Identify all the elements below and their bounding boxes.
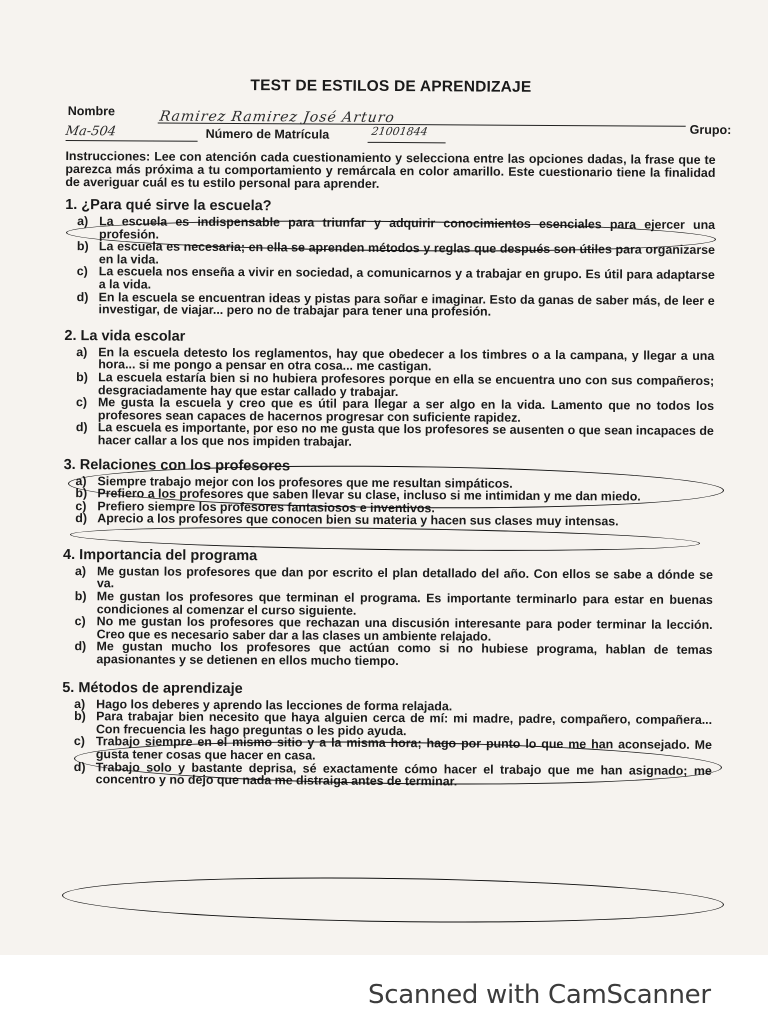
option-text: Me gusta la escuela y creo que es útil para llegar a ser algo en la vida. Lamento que no todos los profesores sean capaces de hacernos progresar con suficiente rapidez. bbox=[97, 395, 715, 425]
question-section bbox=[63, 456, 713, 528]
instructions-label: Instrucciones: bbox=[65, 148, 151, 164]
answer-option bbox=[62, 640, 712, 669]
option-text: Me gustan mucho los profesores que actúan como si no hubiese programa, hablan de temas apasionantes y se detienen en ellos mucho tiempo. bbox=[96, 639, 713, 669]
option-text: En la escuela se encuentran ideas y pistas para soñar e imaginar. Esto da ganas de saber más, de leer e investigar, de viajar... pero no de trabajar para tener una profesión. bbox=[98, 289, 715, 319]
instructions bbox=[65, 150, 715, 193]
section-title: 1. ¿Para qué sirve la escuela? bbox=[65, 196, 272, 215]
option-letter: b) bbox=[75, 486, 88, 501]
matricula-label: Número de Matrícula bbox=[205, 126, 330, 142]
option-text: La escuela estaría bien si no hubiera profesores porque en ella se encuentra uno con sus compañeros; desgraciadamente hay que estar callado y trabajar. bbox=[98, 370, 715, 399]
option-text: Trabajo solo y bastante deprisa, sé exactamente cómo hacer el trabajo que me han asignado; me concentro y no dejo que nada me distraiga antes de terminar. bbox=[95, 759, 712, 789]
option-letter: d) bbox=[75, 511, 88, 526]
test-document bbox=[62, 76, 732, 790]
question-section bbox=[62, 680, 713, 790]
option-text: Me gustan los profesores que dan por escrito el plan detallado del año. Con ellos se sabe a dónde se va. bbox=[96, 564, 714, 591]
option-letter: d) bbox=[73, 759, 86, 774]
option-text: Siempre trabajo mejor con los profesores que me resultan simpáticos. bbox=[97, 473, 513, 491]
option-text: La escuela es necesaria; en ella se aprenden métodos y reglas que después son útiles para organizarse en la vida. bbox=[98, 239, 715, 267]
nombre-label: Nombre bbox=[67, 104, 116, 119]
option-letter: d) bbox=[75, 420, 88, 435]
option-letter: c) bbox=[74, 614, 86, 629]
option-text: La escuela nos enseña a vivir en sociedad, a comunicarnos y a trabajar en grupo. Es útil para adaptarse a la vida. bbox=[98, 264, 715, 292]
question-sections bbox=[62, 197, 716, 790]
nombre-handwritten: Ramirez Ramirez José Arturo bbox=[158, 108, 396, 127]
option-text: En la escuela detesto los reglamentos, hay que obedecer a los timbres o a la campana, y llegar a una hora... si me pongo a pensar en otra cosa... me castigan. bbox=[98, 344, 715, 374]
instructions-text: Lee con atención cada cuestionamiento y selecciona entre las opciones dadas, la frase que te parezca más próxima a tu comportamiento y remárcala en color amarillo. Este cuestionario tiene la finalidad de averiguar cuál es tu estilo personal para aprender. bbox=[65, 149, 716, 191]
option-letter: b) bbox=[74, 589, 87, 604]
option-letter: c) bbox=[73, 734, 86, 749]
option-text: Hago los deberes y aprendo las lecciones de forma relajada. bbox=[96, 696, 453, 713]
matricula-handwritten: 21001844 bbox=[370, 124, 429, 139]
answer-option bbox=[63, 512, 713, 529]
option-text: Prefiero a los profesores que saben llevar su clase, incluso si me intimidan y me dan miedo. bbox=[97, 486, 641, 504]
option-text: Trabajo siempre en el mismo sitio y a la misma hora; hago por punto lo que me han aconsejado. Me gusta tener cosas que hacer en casa. bbox=[95, 734, 712, 763]
question-section bbox=[64, 328, 715, 451]
option-text: Prefiero siempre los profesores fantasiosos e inventivos. bbox=[97, 498, 435, 515]
section-title: 3. Relaciones con los profesores bbox=[63, 456, 291, 474]
grupo-label: Grupo: bbox=[689, 122, 732, 138]
section-title: 2. La vida escolar bbox=[64, 327, 186, 345]
camscanner-watermark: Scanned with CamScanner bbox=[368, 980, 711, 1010]
option-letter: a) bbox=[75, 473, 87, 488]
option-text: La escuela es importante, por eso no me gusta que los profesores se ausenten o que sean incapaces de hacer callar a los que nos impiden trabajar. bbox=[97, 420, 714, 449]
answer-option bbox=[65, 291, 715, 320]
option-text: No me gustan los profesores que rechazan una discusión interesante para poder terminar la lección. Creo que es necesario saber dar a las clases un ambiente relajado. bbox=[96, 614, 713, 644]
option-letter: a) bbox=[74, 563, 87, 579]
question-section bbox=[62, 547, 713, 670]
option-letter: c) bbox=[76, 264, 88, 279]
option-letter: c) bbox=[75, 498, 87, 513]
section-title: 4. Importancia del programa bbox=[63, 546, 258, 565]
option-letter: a) bbox=[76, 344, 88, 359]
option-text: Me gustan los profesores que terminan el programa. Es importante terminarlo para estar en buenas condiciones al comenzar el curso siguiente. bbox=[96, 589, 713, 618]
answer-option bbox=[64, 421, 714, 450]
matricula-line bbox=[368, 142, 446, 143]
option-text: Aprecio a los profesores que conocen bien su materia y hacen sus clases muy intensas. bbox=[97, 511, 619, 529]
option-letter: a) bbox=[77, 214, 89, 229]
option-letter: b) bbox=[76, 370, 88, 385]
option-letter: d) bbox=[76, 289, 89, 304]
option-letter: d) bbox=[74, 639, 87, 654]
page-title: TEST DE ESTILOS DE APRENDIZAJE bbox=[250, 77, 532, 96]
question-section bbox=[65, 197, 716, 320]
answer-circle-5d bbox=[62, 873, 725, 926]
option-text: La escuela es indispensable para triunfar y adquirir conocimientos esenciales para ejercer una profesión. bbox=[98, 214, 716, 242]
option-letter: a) bbox=[74, 696, 86, 711]
option-letter: b) bbox=[74, 709, 86, 724]
grupo-handwritten: Ma-504 bbox=[64, 124, 118, 140]
grupo-line bbox=[66, 140, 198, 142]
matricula-row bbox=[66, 124, 716, 148]
option-text: Para trabajar bien necesito que haya alguien cerca de mí: mi madre, padre, compañero, compañera... Con frecuencia les hago preguntas o les pido ayuda. bbox=[95, 709, 713, 738]
section-title: 5. Métodos de aprendizaje bbox=[62, 679, 243, 697]
answer-option bbox=[62, 761, 712, 790]
option-letter: c) bbox=[75, 395, 88, 410]
option-letter: b) bbox=[76, 239, 89, 254]
